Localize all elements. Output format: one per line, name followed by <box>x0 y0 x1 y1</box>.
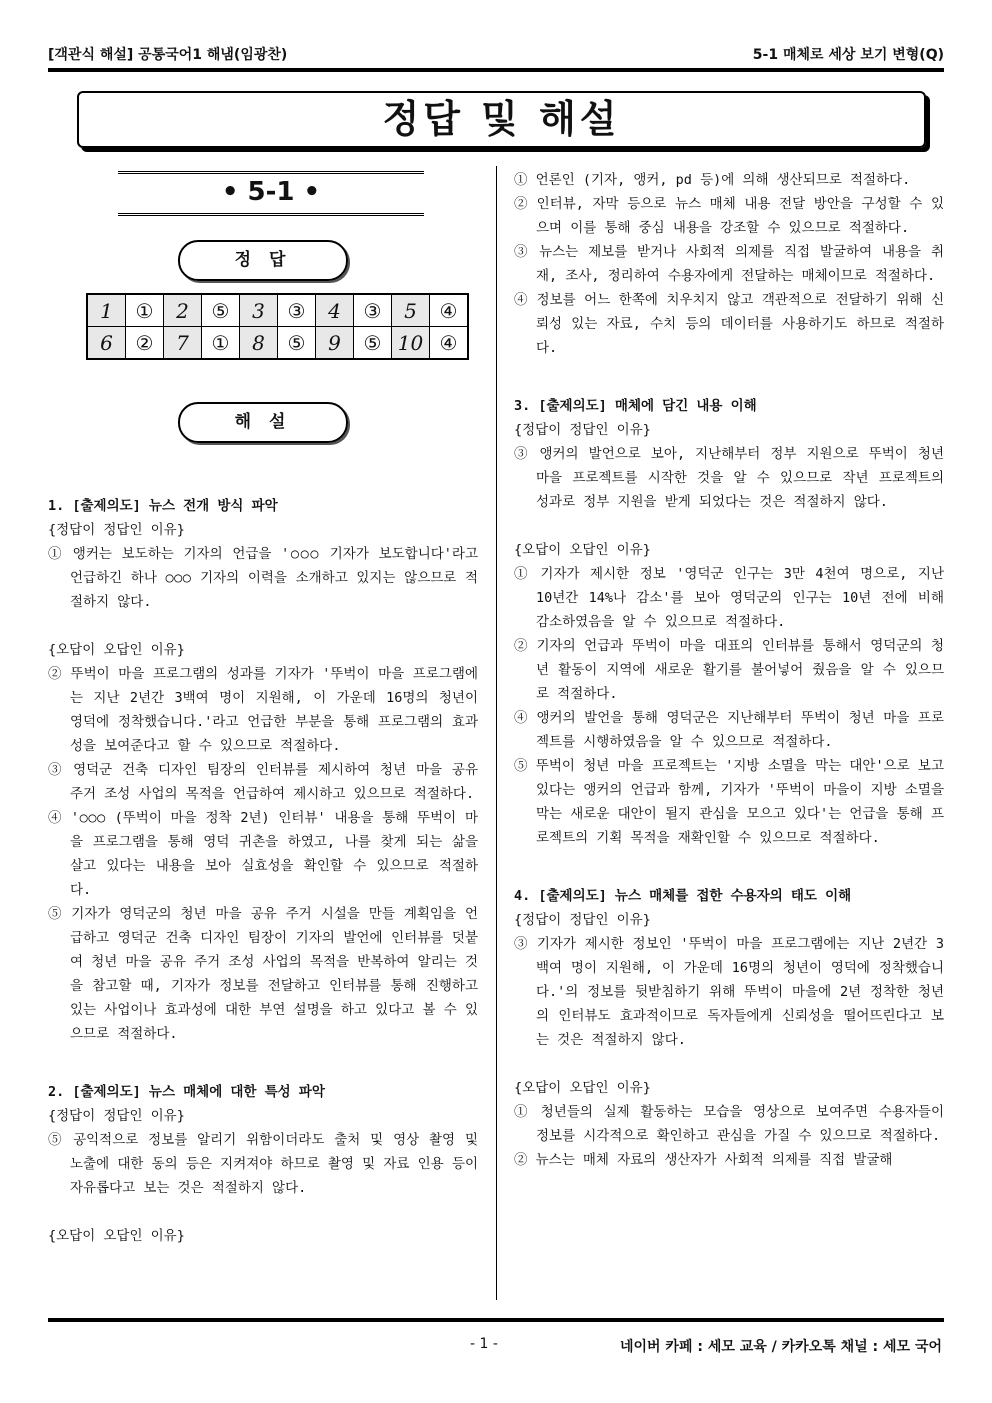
page-number: - 1 - <box>470 1336 498 1352</box>
question-number: 2 <box>164 294 202 327</box>
section-rule <box>118 171 424 172</box>
correct-reason-label: {정답이 정답인 이유} <box>514 912 651 928</box>
answer-table <box>86 293 469 360</box>
explanation-label: 해 설 <box>178 402 348 443</box>
explanation-item: ④ 앵커의 발언을 통해 영덕군은 지난해부터 뚜벅이 청년 마을 프로젝트를 시행하였음을 알 수 있으므로 적절하다. <box>514 710 944 750</box>
explanation-item: ① 청년들의 실제 활동하는 모습을 영상으로 보여주면 수용자들이 정보를 시각적으로 확인하고 관심을 가질 수 있으므로 적절하다. <box>514 1104 944 1144</box>
title-box <box>77 91 926 148</box>
explanation-item: ⑤ 공익적으로 정보를 알리기 위함이더라도 출처 및 영상 촬영 및 노출에 대한 동의 등은 지켜져야 하므로 촬영 및 자료 인용 등이 자유롭다고 보는 것은 적절하지 않다. <box>48 1132 478 1196</box>
header-left: [객관식 해설] 공통국어1 해냄(임광찬) <box>48 47 288 63</box>
question-number: 9 <box>316 327 354 360</box>
explanation-item: ⑤ 기자가 영덕군의 청년 마을 공유 주거 시설을 만들 계획임을 언급하고 영덕군 건축 디자인 팀장이 기자의 발언에 인터뷰를 덧붙여 청년 마을 공유 주거 조성 사업의 목적을 반복하여 알리는 것을 참고할 때, 기자가 정보를 전달하고 인터뷰를 통해 진행하고 있는 사업이나 효과성에 대한 부연 설명을 하고 있다고 볼 수 있으므로 적절하다. <box>48 906 478 1042</box>
header-right: 5-1 매체로 세상 보기 변형(Q) <box>752 47 944 63</box>
page-title: 정답 및 해설 <box>382 97 621 141</box>
answer-mark: ⑤ <box>202 294 240 327</box>
section-rule <box>118 215 424 216</box>
question-heading: 2. [출제의도] 뉴스 매체에 대한 특성 파악 <box>48 1084 325 1100</box>
correct-reason-label: {정답이 정답인 이유} <box>48 1108 185 1124</box>
section-title: • 5-1 • <box>221 177 321 207</box>
wrong-reason-label: {오답이 오답인 이유} <box>48 1228 185 1244</box>
question-number: 3 <box>240 294 278 327</box>
explanation-item: ① 언론인 (기자, 앵커, pd 등)에 의해 생산되므로 적절하다. <box>514 172 911 188</box>
question-heading: 1. [출제의도] 뉴스 전개 방식 파악 <box>48 498 278 514</box>
question-heading: 3. [출제의도] 매체에 담긴 내용 이해 <box>514 398 757 414</box>
correct-reason-label: {정답이 정답인 이유} <box>48 522 185 538</box>
footer-text: 네이버 카페 : 세모 교육 / 카카오톡 채널 : 세모 국어 <box>619 1339 942 1355</box>
answer-mark: ⑤ <box>354 327 392 360</box>
answer-mark: ③ <box>278 294 316 327</box>
answer-row <box>87 327 468 360</box>
explanation-item: ⑤ 뚜벅이 청년 마을 프로젝트는 '지방 소멸을 막는 대안'으로 보고 있다는 앵커의 언급과 함께, 기자가 '뚜벅이 마을이 지방 소멸을 막는 새로운 대안이 될지 관심을 모으고 있다'는 언급을 통해 프로젝트의 기획 목적을 재확인할 수 있으므로 적절하다. <box>514 758 944 846</box>
section-rule <box>118 173 424 174</box>
wrong-reason-label: {오답이 오답인 이유} <box>514 1080 651 1096</box>
right-column <box>514 168 944 1172</box>
explanation-item: ② 인터뷰, 자막 등으로 뉴스 매체 내용 전달 방안을 구성할 수 있으며 이를 통해 중심 내용을 강조할 수 있으므로 적절하다. <box>514 196 944 236</box>
question-number: 4 <box>316 294 354 327</box>
section-rule <box>118 213 424 214</box>
explanation-item: ③ 영덕군 건축 디자인 팀장의 인터뷰를 제시하여 청년 마을 공유 주거 조성 사업의 목적을 언급하여 제시하고 있으므로 적절하다. <box>48 762 478 802</box>
footer-rule <box>48 1318 944 1322</box>
answer-mark: ② <box>126 327 164 360</box>
explanation-item: ③ 앵커의 발언으로 보아, 지난해부터 정부 지원으로 뚜벅이 청년 마을 프로젝트를 시작한 것을 알 수 있으므로 작년 프로젝트의 성과로 정부 지원을 받게 되었다는 것은 적절하지 않다. <box>514 446 944 510</box>
explanation-item: ① 앵커는 보도하는 기자의 언급을 '○○○ 기자가 보도합니다'라고 언급하긴 하나 ○○○ 기자의 이력을 소개하고 있지는 않으므로 적절하지 않다. <box>48 546 478 610</box>
question-number: 7 <box>164 327 202 360</box>
answer-mark: ① <box>126 294 164 327</box>
explanation-item: ② 뚜벅이 마을 프로그램의 성과를 기자가 '뚜벅이 마을 프로그램에는 지난 2년간 3백여 명이 지원해, 이 가운데 16명의 청년이 영덕에 정착했습니다.'라고 언급한 부분을 통해 프로그램의 효과성을 보여준다고 할 수 있으므로 적절하다. <box>48 666 478 754</box>
explanation-item: ④ 정보를 어느 한쪽에 치우치지 않고 객관적으로 전달하기 위해 신뢰성 있는 자료, 수치 등의 데이터를 사용하기도 하므로 적절하다. <box>514 292 944 356</box>
left-column <box>48 494 478 1248</box>
question-number: 10 <box>392 327 430 360</box>
question-heading: 4. [출제의도] 뉴스 매체를 접한 수용자의 태도 이해 <box>514 888 852 904</box>
answer-mark: ⑤ <box>278 327 316 360</box>
explanation-item: ② 뉴스는 매체 자료의 생산자가 사회적 의제를 직접 발굴해 <box>514 1152 893 1168</box>
answer-mark: ④ <box>430 294 469 327</box>
question-number: 1 <box>87 294 126 327</box>
explanation-item: ③ 뉴스는 제보를 받거나 사회적 의제를 직접 발굴하여 내용을 취재, 조사, 정리하여 수용자에게 전달하는 매체이므로 적절하다. <box>514 244 944 284</box>
answer-mark: ① <box>202 327 240 360</box>
explanation-item: ① 기자가 제시한 정보 '영덕군 인구는 3만 4천여 명으로, 지난 10년간 14%나 감소'를 보아 영덕군의 인구는 10년 전에 비해 감소하였음을 알 수 있으므로 적절하다. <box>514 566 944 630</box>
answer-mark: ④ <box>430 327 469 360</box>
answer-mark: ③ <box>354 294 392 327</box>
question-number: 8 <box>240 327 278 360</box>
explanation-item: ④ '○○○ (뚜벅이 마을 정착 2년) 인터뷰' 내용을 통해 뚜벅이 마을 프로그램을 통해 영덕 귀촌을 하였고, 나를 찾게 되는 삶을 살고 있다는 내용을 보아 실효성을 확인할 수 있으므로 적절하다. <box>48 810 478 898</box>
wrong-reason-label: {오답이 오답인 이유} <box>48 642 185 658</box>
answer-label: 정 답 <box>178 240 348 281</box>
answer-row <box>87 294 468 327</box>
question-number: 5 <box>392 294 430 327</box>
question-number: 6 <box>87 327 126 360</box>
column-divider <box>496 166 497 1300</box>
correct-reason-label: {정답이 정답인 이유} <box>514 422 651 438</box>
wrong-reason-label: {오답이 오답인 이유} <box>514 542 651 558</box>
explanation-item: ② 기자의 언급과 뚜벅이 마을 대표의 인터뷰를 통해서 영덕군의 청년 활동이 지역에 새로운 활기를 불어넣어 줬음을 알 수 있으므로 적절하다. <box>514 638 944 702</box>
page-header <box>48 44 944 66</box>
explanation-item: ③ 기자가 제시한 정보인 '뚜벅이 마을 프로그램에는 지난 2년간 3백여 명이 지원해, 이 가운데 16명의 청년이 영덕에 정착했습니다.'의 정보를 뒷받침하기 위해 뚜벅이 마을에 2년 정착한 청년의 인터뷰도 효과적이므로 독자들에게 신뢰성을 떨어뜨린다고 보는 것은 적절하지 않다. <box>514 936 944 1048</box>
header-rule <box>48 68 944 72</box>
